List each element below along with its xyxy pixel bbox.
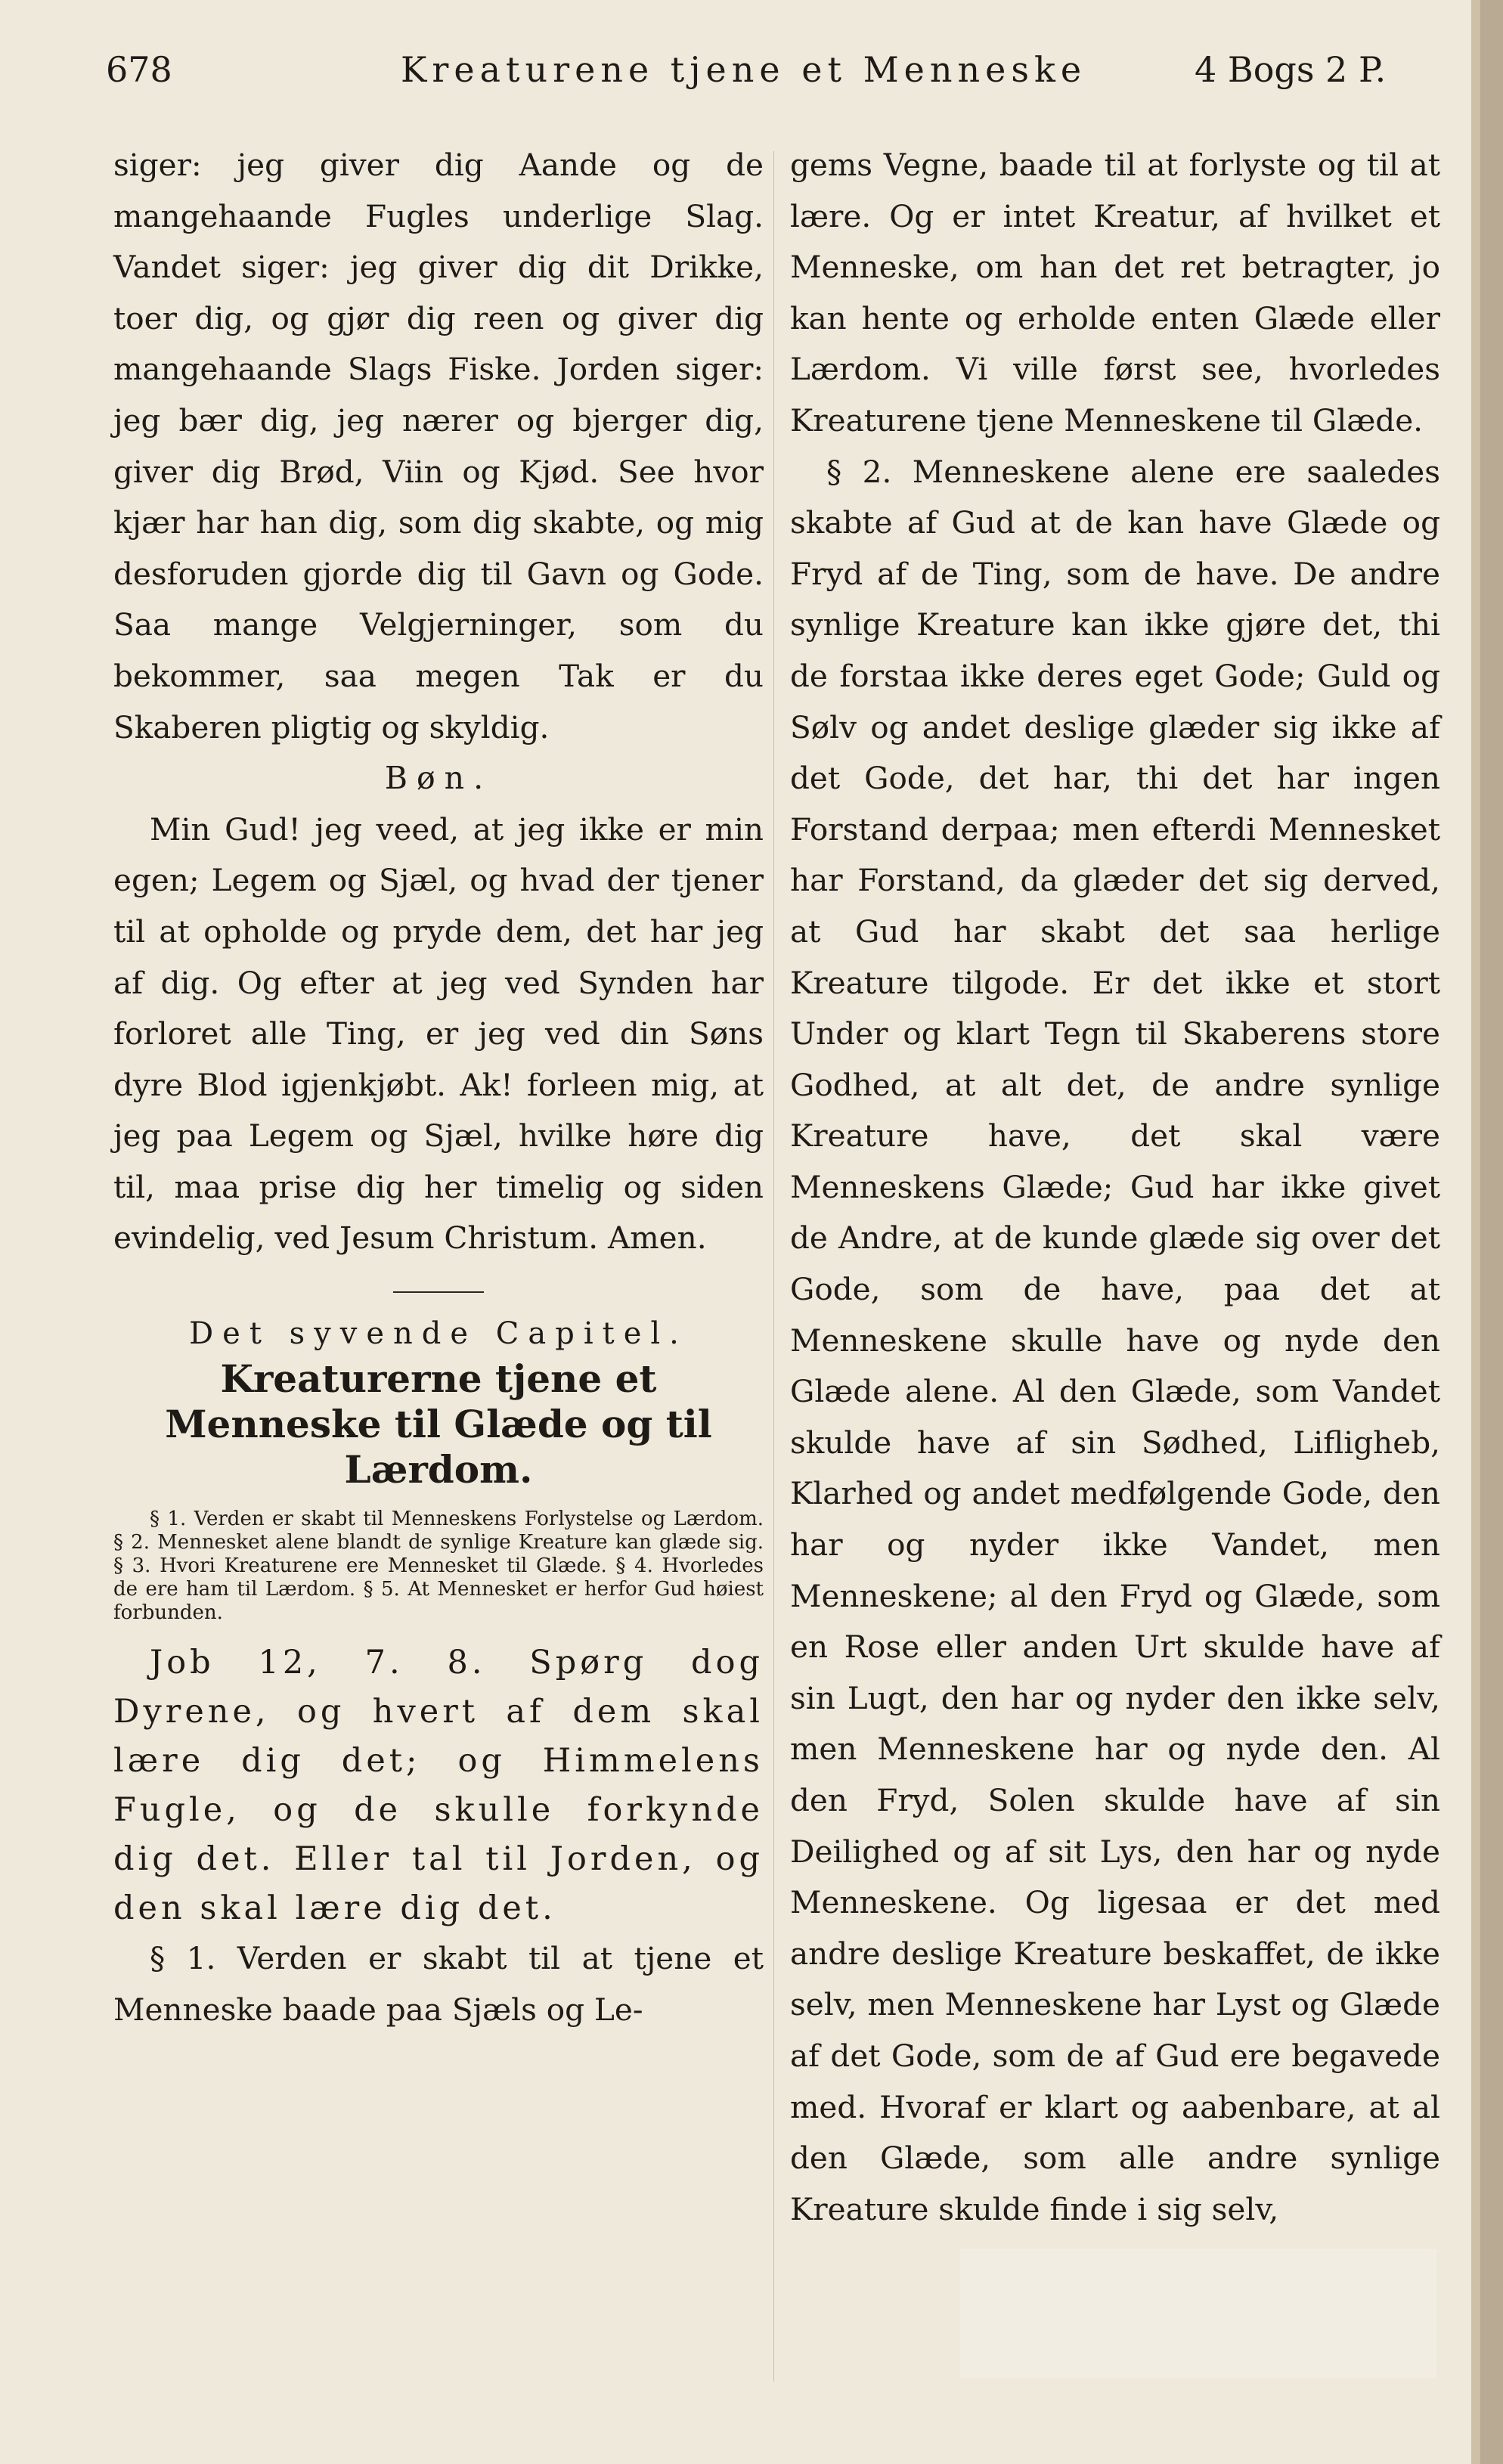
section-rule [393,1291,484,1293]
column-divider [773,151,774,2382]
page-number: 678 [106,49,172,90]
running-title: Kreaturene tjene et Menneske [401,49,1087,90]
page-header [0,47,1503,100]
left-column [113,140,764,2035]
prayer-text: Min Gud! jeg veed, at jeg ikke er min egen; Legem og Sjæl, og hvad der tjener til at opholde og pryde dem, det har jeg af dig. Og efter at jeg ved Synden har forloret alle Ting, er jeg ved din Søns dyre Blod igjenkjøbt. Ak! forleen mig, at jeg paa Legem og Sjæl, hvilke høre dig til, maa prise dig her timelig og siden evindelig, ved Jesum Christum. Amen. [113,810,764,1257]
chapter-summary: § 1. Verden er skabt til Menneskens Forlystelse og Lærdom. § 2. Mennesket alene blandt de synlige Kreature kan glæde sig. § 3. Hvori Kreaturene ere Mennesket til Glæde. § 4. Hvorledes de ere ham til Lærdom. § 5. At Mennesket er herfor Gud høiest forbunden. [113,1508,764,1625]
binding-edge [1480,0,1503,2464]
scripture-quote: Job 12, 7. 8. Spørg dog Dyrene, og hvert af dem skal lære dig det; og Himmelens Fugle, og de skulle forkynde dig det. Eller tal til Jorden, og den skal lære dig det. [113,1644,764,1928]
section-reference: 4 Bogs 2 P. [1195,49,1387,90]
prayer-heading: Bøn. [384,760,493,797]
chapter-label: Det syvende Capitel. [189,1316,688,1352]
page-edge [1471,0,1480,2464]
paper-patch [960,2249,1436,2378]
section1-start: § 1. Verden er skabt til at tjene et Menneske baade paa Sjæls og Le- [113,1940,764,2028]
continued-paragraph: gems Vegne, baade til at forlyste og til at lære. Og er intet Kreatur, af hvilket et Menneske, om han det ret betragter, jo kan hente og erholde enten Glæde eller Lærdom. Vi ville først see, hvorledes Kreaturene tjene Menneskene til Glæde. [790,147,1440,439]
opening-paragraph: siger: jeg giver dig Aande og de mangehaande Fugles underlige Slag. Vandet siger: jeg giver dig dit Drikke, toer dig, og gjør dig reen og giver dig mangehaande Slags Fiske. Jorden siger: jeg bær dig, jeg nærer og bjerger dig, giver dig Brød, Viin og Kjød. See hvor kjær har han dig, som dig skabte, og mig desforuden gjorde dig til Gavn og Gode. Saa mange Velgjerninger, som du bekommer, saa megen Tak er du Skaberen pligtig og skyldig. [113,147,764,745]
section2-paragraph: § 2. Menneskene alene ere saaledes skabte af Gud at de kan have Glæde og Fryd af de Ting, som de have. De andre synlige Kreature kan ikke gjøre det, thi de forstaa ikke deres eget Gode; Guld og Sølv og andet deslige glæder sig ikke af det Gode, det har, thi det har ingen Forstand derpaa; men efterdi Mennesket har Forstand, da glæder det sig derved, at Gud har skabt det saa herlige Kreature tilgode. Er det ikke et stort Under og klart Tegn til Skaberens store Godhed, at alt det, de andre synlige Kreature have, det skal være Menneskens Glæde; Gud har ikke givet de Andre, at de kunde glæde sig over det Gode, som de have, paa det at Menneskene skulle have og nyde den Glæde alene. Al den Glæde, som Vandet skulde have af sin Sødhed, Lifligheb, Klarhed og andet medfølgende Gode, den har og nyder ikke Vandet, men Menneskene; al den Fryd og Glæde, som en Rose eller anden Urt skulde have af sin Lugt, den har og nyder den ikke selv, men Menneskene har og nyde den. Al den Fryd, Solen skulde have af sin Deilighed og af sit Lys, den har og nyde Menneskene. Og ligesaa er det med andre deslige Kreature beskaffet, de ikke selv, men Menneskene har Lyst og Glæde af det Gode, som de af Gud ere begavede med. Hvoraf er klart og aabenbare, at al den Glæde, som alle andre synlige Kreature skulde finde i sig selv, [790,453,1440,2227]
chapter-title: Kreaturerne tjene et Menneske til Glæde og til Lærdom. [165,1356,712,1492]
right-column [790,140,1440,2235]
